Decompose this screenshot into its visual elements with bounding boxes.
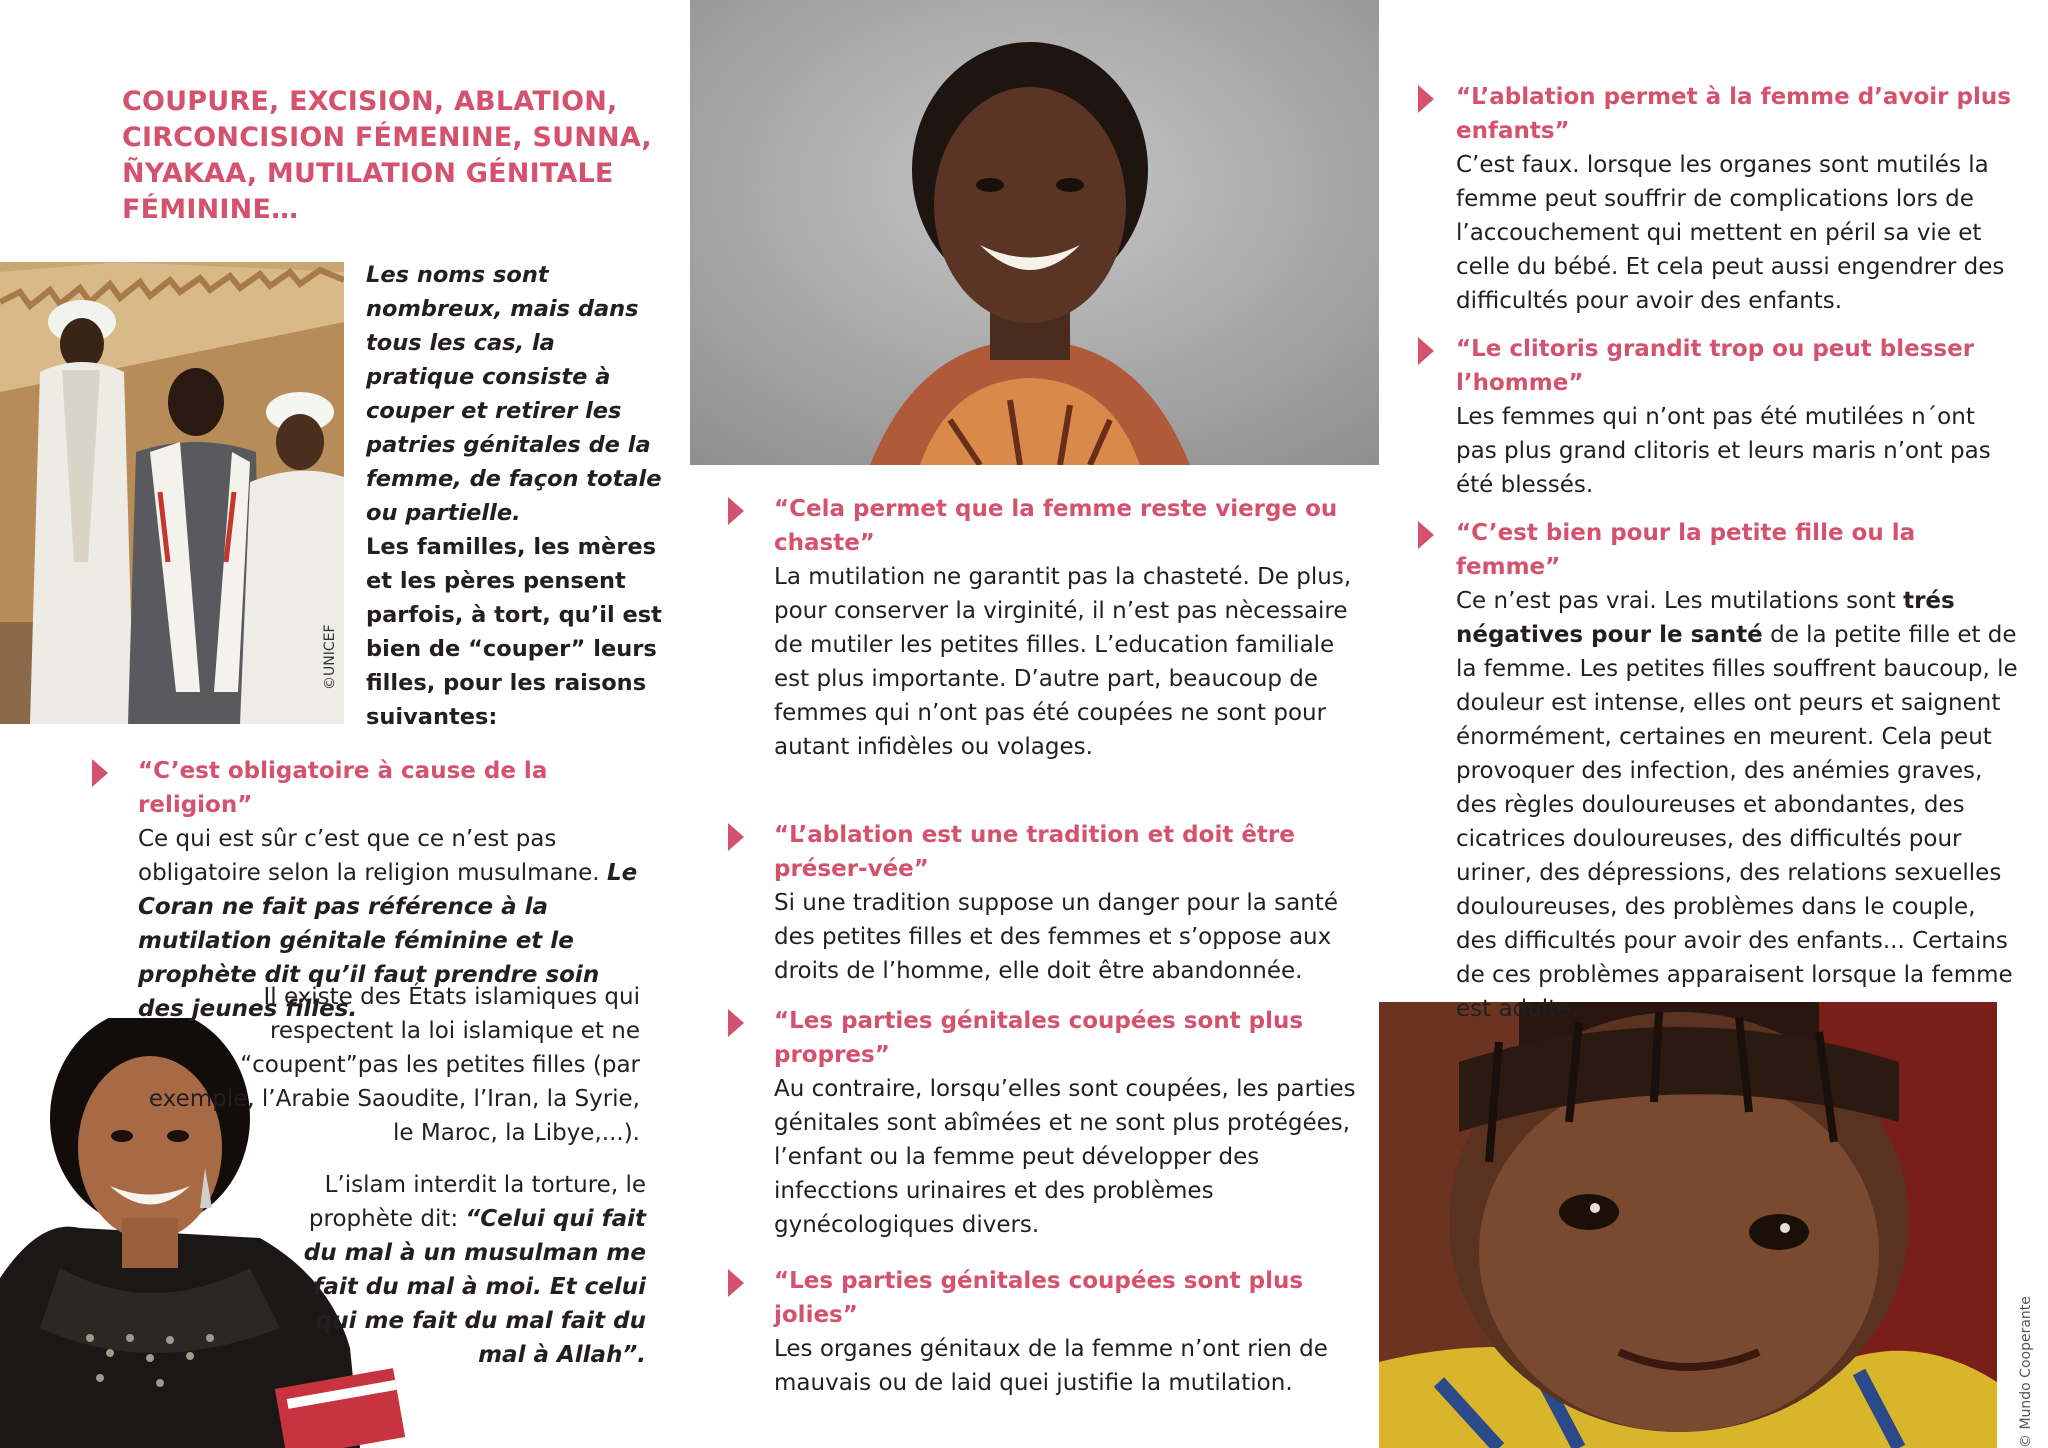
myth-body-text: Ce qui est sûr c’est que ce n’est pas obligatoire selon la religion musulmane. <box>138 826 600 886</box>
families-text: Les familles, les mères et les pères pensent parfois, à tort, qu’il est bien de “couper” leurs filles, pour les raisons suivantes: <box>366 534 662 730</box>
myth-heading: “Les parties génitales coupées sont plus jolies” <box>774 1268 1304 1328</box>
bullet-triangle-icon <box>728 497 744 525</box>
bullet-triangle-icon <box>1418 521 1434 549</box>
myth-body <box>1456 584 2018 1026</box>
myth-body: C’est faux. lorsque les organes sont mutilés la femme peut souffrir de complications lors de l’accouchement qui mettent en péril sa vie et celle du bébé. Et cela peut aussi engendrer des difficultés pour avoir des enfants. <box>1456 152 2005 314</box>
myth-good-for-girl <box>1418 516 2018 1026</box>
myth-tradition <box>728 818 1368 988</box>
myth-body: Les organes génitaux de la femme n’ont rien de mauvais ou de laid quei justifie la mutilation. <box>774 1336 1328 1396</box>
bullet-triangle-icon <box>728 823 744 851</box>
myth-body: La mutilation ne garantit pas la chasteté. De plus, pour conserver la virginité, il n’est pas nècessaire de mutiler les petites filles. L’education familiale est plus importante. D’autre part, beaucoup de femmes qui n’ont pas été coupées ne sont pour autant infidèles ou volages. <box>774 564 1352 760</box>
myth-heading: “Les parties génitales coupées sont plus propres” <box>774 1008 1304 1068</box>
islamic-states-text: Il existe des États islamiques qui respectent la loi islamique et ne “coupent”pas les petites filles (par exemple, l’Arabie Saoudite, l’Iran, la Syrie, le Maroc, la Libye,...). <box>148 984 640 1146</box>
torture-text <box>280 1168 646 1372</box>
myth-heading: “L’ablation permet à la femme d’avoir plus enfants” <box>1456 84 2011 144</box>
photo-credit-unicef: ©UNICEF <box>322 624 338 690</box>
bullet-triangle-icon <box>92 759 108 787</box>
photo-credit-mundo: © Mundo Cooperante <box>2018 1296 2034 1448</box>
myth-virginity <box>728 492 1368 764</box>
bullet-triangle-icon <box>1418 337 1434 365</box>
bullet-triangle-icon <box>1418 85 1434 113</box>
myth-body-emphasis: Le Coran ne fait pas référence à la mutilation génitale féminine et le prophète dit qu’il faut prendre soin des jeunes filles. <box>138 860 638 1022</box>
myth-clitoris <box>1418 332 2018 502</box>
photo-girl-closeup <box>1379 1002 1997 1448</box>
intro-text: Les noms sont nombreux, mais dans tous les cas, la pratique consiste à couper et retirer les patries génitales de la femme, de façon totale ou partielle. <box>366 262 662 526</box>
myth-heading: “Cela permet que la femme reste vierge ou chaste” <box>774 496 1338 556</box>
myth-more-children <box>1418 80 2018 318</box>
myth-body-start: Ce n’est pas vrai. Les mutilations sont <box>1456 588 1896 614</box>
myth-body: Si une tradition suppose un danger pour la santé des petites filles et des femmes et s’oppose aux droits de l’homme, elle doit être abandonnée. <box>774 890 1339 984</box>
myth-cleaner <box>728 1004 1368 1242</box>
photo-smiling-woman <box>690 0 1379 465</box>
myth-body: Au contraire, lorsqu’elles sont coupées, les parties génitales sont abîmées et ne sont plus protégées, l’enfant ou la femme peut développer des infecctions urinaires et des problèmes gynécologiques divers. <box>774 1076 1356 1238</box>
myth-prettier <box>728 1264 1368 1400</box>
myth-heading: “C’est bien pour la petite fille ou la femme” <box>1456 520 1916 580</box>
page-title: COUPURE, EXCISION, ABLATION, CIRCONCISION FÉMENINE, SUNNA, ÑYAKAA, MUTILATION GÉNITALE FÉMININE… <box>122 86 652 225</box>
myth-heading: “C’est obligatoire à cause de la religion” <box>138 758 548 818</box>
myth-body-bold: trés négatives pour le santé <box>1456 588 1955 648</box>
myth-body-end: de la petite fille et de la femme. Les petites filles souffrent baucoup, le douleur est intense, elles ont peurs et saignent énormément, certaines en meurent. Cela peut provoquer des infection, des anémies graves, des règles douloureuses et abondantes, des cicatrices douloureuses, des difficultés pour uriner, des dépressions, des relations sexuelles douloureuses, des problèmes dans le couple, des difficultés pour avoir des enfants... Certains de ces problèmes apparaisent lorsque la femme est adulte. <box>1456 622 2018 1022</box>
myth-heading: “L’ablation est une tradition et doit être préser-vée” <box>774 822 1295 882</box>
myth-body: Les femmes qui n’ont pas été mutilées n´ont pas plus grand clitoris et leurs maris n’ont pas été blessés. <box>1456 404 1991 498</box>
photo-men-mosque <box>0 262 344 724</box>
bullet-triangle-icon <box>728 1269 744 1297</box>
torture-lead: L’islam interdit la torture, le prophète dit: <box>308 1172 646 1232</box>
myth-heading: “Le clitoris grandit trop ou peut blesser l’homme” <box>1456 336 1975 396</box>
torture-quote: “Celui qui fait du mal à un musulman me fait du mal à moi. Et celui qui me fait du mal fait du mal à Allah”. <box>303 1206 646 1368</box>
bullet-triangle-icon <box>728 1009 744 1037</box>
